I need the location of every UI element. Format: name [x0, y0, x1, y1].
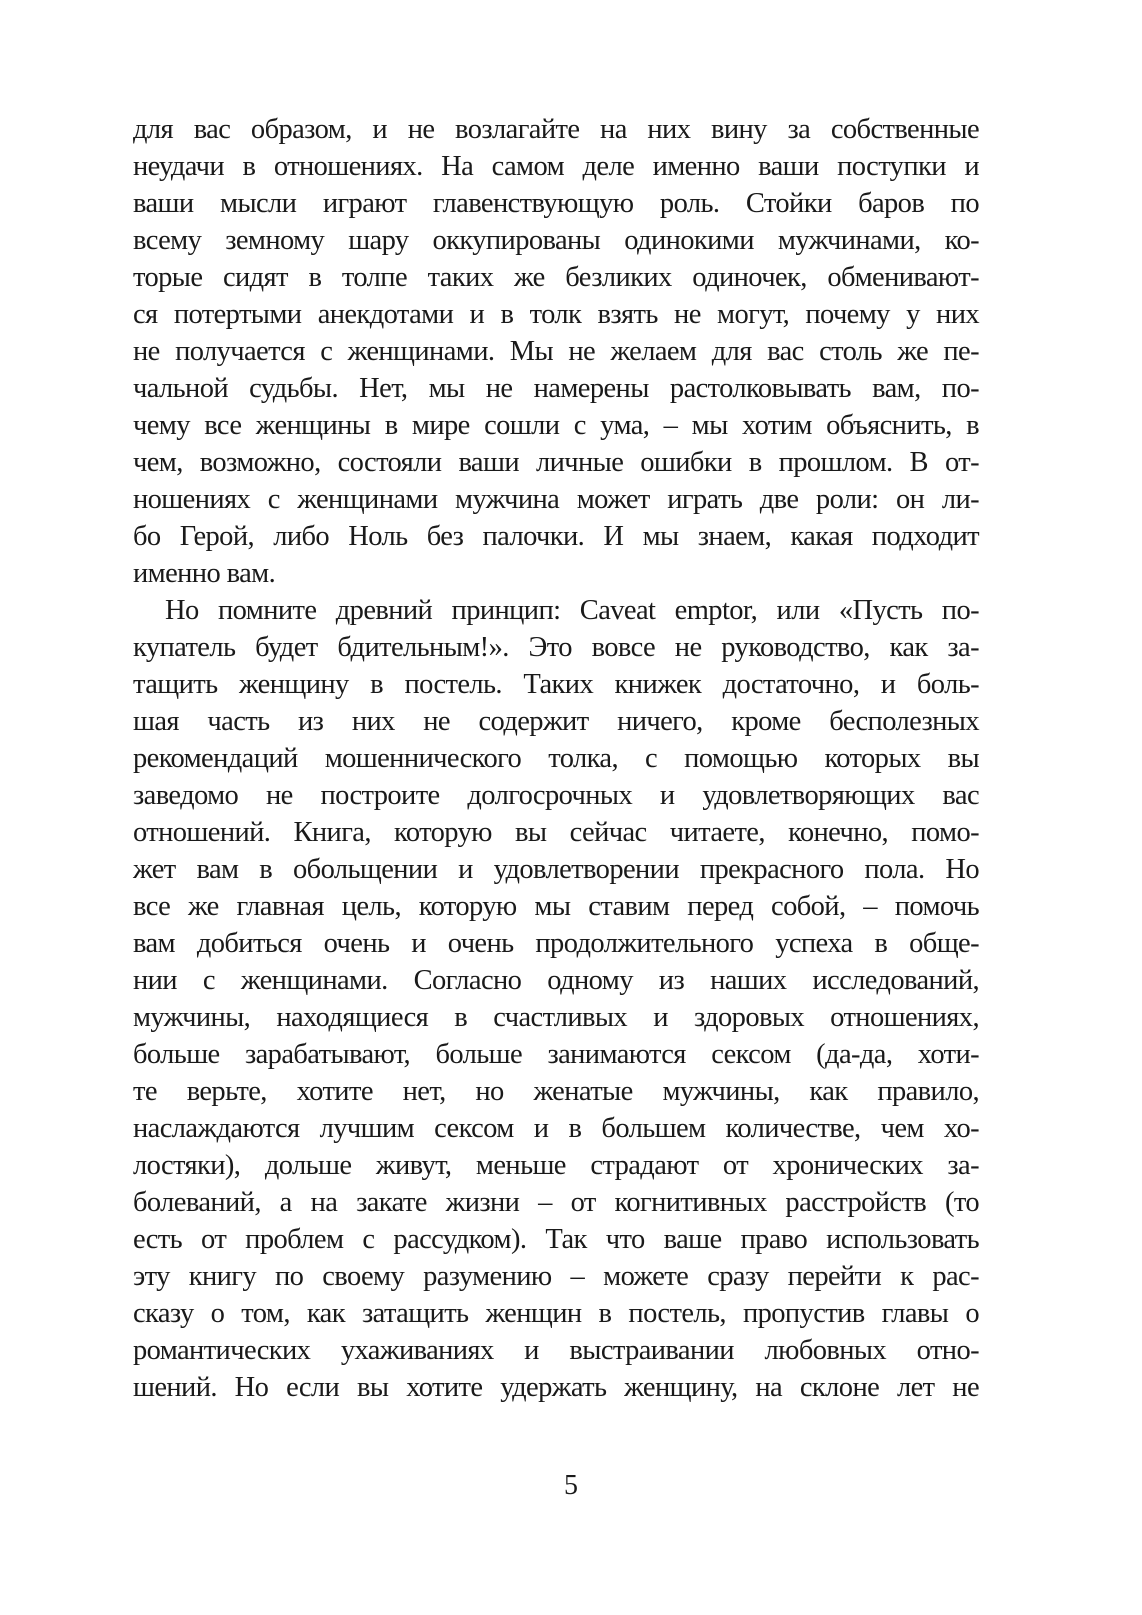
text-line: ваши мысли играют главенствующую роль. Стойки баров по	[133, 188, 979, 219]
text-line: мужчины, находящиеся в счастливых и здоровых отношениях,	[133, 1002, 979, 1033]
text-line: те верьте, хотите нет, но женатые мужчины, как правило,	[133, 1076, 979, 1107]
text-line: жет вам в обольщении и удовлетворении прекрасного пола. Но	[133, 854, 979, 885]
text-line: больше зарабатывают, больше занимаются сексом (да-да, хоти-	[133, 1039, 979, 1070]
text-line: шений. Но если вы хотите удержать женщину, на склоне лет не	[133, 1372, 979, 1403]
body-text	[133, 111, 979, 1406]
text-line: лостяки), дольше живут, меньше страдают от хронических за-	[133, 1150, 979, 1181]
text-line: ся потертыми анекдотами и в толк взять не могут, почему у них	[133, 299, 979, 330]
text-line: бо Герой, либо Ноль без палочки. И мы знаем, какая подходит	[133, 521, 979, 552]
text-line: сказу о том, как затащить женщин в постель, пропустив главы о	[133, 1298, 979, 1329]
page-number: 5	[564, 1470, 578, 1501]
text-line: все же главная цель, которую мы ставим перед собой, – помочь	[133, 891, 979, 922]
text-line: не получается с женщинами. Мы не желаем для вас столь же пе-	[133, 336, 979, 367]
text-line: чему все женщины в мире сошли с ума, – мы хотим объяснить, в	[133, 410, 979, 441]
text-line: заведомо не построите долгосрочных и удовлетворяющих вас	[133, 780, 979, 811]
text-line: для вас образом, и не возлагайте на них вину за собственные	[133, 114, 979, 145]
text-line: нии с женщинами. Согласно одному из наших исследований,	[133, 965, 979, 996]
paragraph	[133, 592, 979, 1406]
text-line: неудачи в отношениях. На самом деле именно ваши поступки и	[133, 151, 979, 182]
text-line: именно вам.	[133, 558, 276, 589]
text-line: болеваний, а на закате жизни – от когнитивных расстройств (то	[133, 1187, 979, 1218]
text-line: чальной судьбы. Нет, мы не намерены растолковывать вам, по-	[133, 373, 979, 404]
text-line: торые сидят в толпе таких же безликих одиночек, обменивают-	[133, 262, 979, 293]
text-line: всему земному шару оккупированы одинокими мужчинами, ко-	[133, 225, 979, 256]
text-line: наслаждаются лучшим сексом и в большем количестве, чем хо-	[133, 1113, 979, 1144]
text-line: ношениях с женщинами мужчина может играть две роли: он ли-	[133, 484, 979, 515]
text-line: эту книгу по своему разумению – можете сразу перейти к рас-	[133, 1261, 979, 1292]
text-line: романтических ухаживаниях и выстраивании любовных отно-	[133, 1335, 979, 1366]
text-line: шая часть из них не содержит ничего, кроме бесполезных	[133, 706, 979, 737]
text-line: есть от проблем с рассудком). Так что ваше право использовать	[133, 1224, 979, 1255]
text-line: чем, возможно, состояли ваши личные ошибки в прошлом. В от-	[133, 447, 979, 478]
text-line: Но помните древний принцип: Caveat emptor, или «Пусть по-	[165, 595, 979, 626]
paragraph	[133, 111, 979, 592]
text-line: рекомендаций мошеннического толка, с помощью которых вы	[133, 743, 979, 774]
text-line: отношений. Книга, которую вы сейчас читаете, конечно, помо-	[133, 817, 979, 848]
text-line: вам добиться очень и очень продолжительного успеха в обще-	[133, 928, 979, 959]
text-line: купатель будет бдительным!». Это вовсе не руководство, как за-	[133, 632, 979, 663]
text-line: тащить женщину в постель. Таких книжек достаточно, и боль-	[133, 669, 979, 700]
